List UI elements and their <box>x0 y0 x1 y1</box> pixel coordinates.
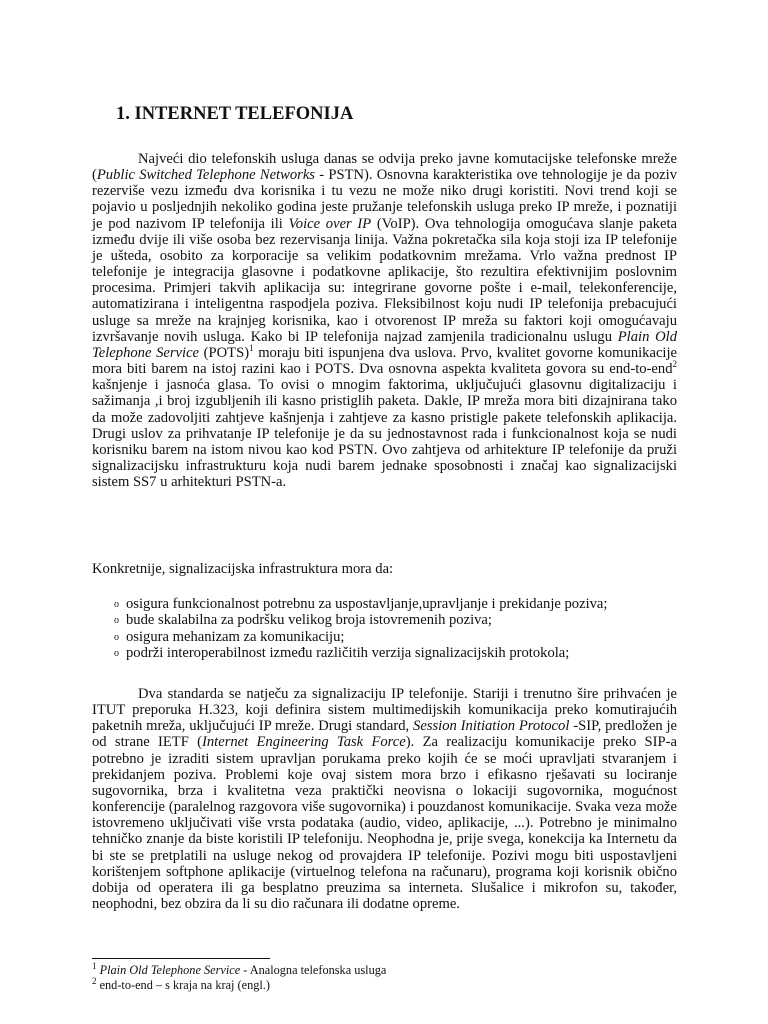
text-run: kašnjenje i jasnoća glasa. To ovisi o mnogim faktorima, uključujući glasovnu digitalizaciju i sažimanja ,i broj izgubljenih ili kasno pristiglih paketa. Dakle, IP mreža mora biti dizajnirana tako da može zadovoljiti zahtjeve kašnjenja i zahtjeve za kasno pristigle pakete telefonskih aplikacija. Drugi uslov za prihvatanje IP telefonije je da su jednostavnost rada i funkcionalnost koja se nudi korisniku barem na istom nivou kao kod PSTN. Ovo zahtjeva od arhitekture IP telefonije da pruži signalizacijsku infrastrukturu koja nudi barem jednake sposobnosti i značaj kao signalizacijski sistem SS7 u arhitekturi PSTN-a. <box>92 377 677 491</box>
bullet-marker-icon: o <box>114 631 119 643</box>
text-run: -SIP, predložen je od strane IETF ( <box>92 718 677 751</box>
chapter-heading: 1. INTERNET TELEFONIJA <box>116 104 354 124</box>
term-voip: Voice over IP <box>288 215 372 232</box>
term-pots: Plain Old Telephone Service <box>92 328 677 361</box>
footnote-ref-1: 1 <box>249 343 254 354</box>
text-run: (POTS) <box>199 344 250 361</box>
term-ietf: Internet Engineering Task Force <box>202 734 406 751</box>
text-run: ). Za realizaciju komunikacije preko SIP-a potrebno je izraditi sistem upravljan porukama preko kojih će se moći upravljati stvaranjem i prekidanjem poziva. Problemi koje ovaj sistem mora brzo i efikasno rješavati su lociranje sugovornika, brza i kvalitetna veza praktički neovisna o lokaciji sugovornika, mogućnost konferencije (paralelnog razgovora više sugovornika) i pouzdanost komunikacije. Svaka veza može istovremeno uključivati više vrsta podataka (audio, video, aplikacije, ...). Potrebno je minimalno tehničko znanje da biste koristili IP telefoniju. Neophodna je, prije svega, konekcija ka Internetu da bi ste se pretplatili na usluge nekog od provajdera IP telefonije. Pozivi mogu biti uspostavljeni korištenjem softphone aplikacije (virtuelnog telefona na računaru), programa koji korisnik obično dobija od operatera ili ga besplatno preuzima sa interneta. Slušalice i mikrofon su, također, neophodni, bez obzira da li su dio računara ili dodatne opreme. <box>92 734 677 913</box>
text-run: Dva standarda se natječu za signalizaciju IP telefonije. Stariji i trenutno šire prihvaćen je ITUT preporuka H.323, koji definira sistem multimedijskih komunikacija preko komutirajućih paketnih mreža, uključujući IP mreže. Drugi standard, <box>92 686 677 735</box>
footnote-term: Plain Old Telephone Service <box>99 963 241 977</box>
requirements-list <box>92 596 677 661</box>
term-sip: Session Initiation Protocol <box>413 718 570 735</box>
bullet-marker-icon: o <box>114 599 119 610</box>
footnote-divider <box>92 958 270 959</box>
bullet-marker-icon: o <box>114 615 119 627</box>
footnote-text: end-to-end – s kraja na kraj (engl.) <box>96 978 270 992</box>
footnote-1 <box>92 960 387 977</box>
bullet-marker-icon: o <box>114 647 119 659</box>
footnote-text: - Analogna telefonska usluga <box>240 963 387 977</box>
list-item-text: osigura mehanizam za komunikaciju; <box>126 628 345 645</box>
paragraph-standards <box>92 686 677 912</box>
text-run: moraju biti ispunjena dva uslova. Prvo, kvalitet govorne komunikacije mora biti barem na istoj razini kao i POTS. Dva osnovna aspekta kvaliteta govora su end-to-end <box>92 344 678 378</box>
list-item-text: bude skalabilna za podršku velikog broja istovremenih poziva; <box>126 612 492 629</box>
list-item <box>92 612 677 628</box>
term-pstn: Public Switched Telephone Networks <box>96 167 315 184</box>
footnote-2 <box>92 975 270 992</box>
list-item <box>92 596 677 612</box>
paragraph-lead-in: Konkretnije, signalizacijska infrastruktura mora da: <box>92 561 394 577</box>
footnote-ref-2: 2 <box>672 359 677 370</box>
text-run: - PSTN). Osnovna karakteristika ove tehnologije je da poziv rezerviše vezu između dva korisnika i tu vezu ne može niko drugi koristiti. Novi trend koji se pojavio u posljednjih nekoliko godina jeste pružanje telefonskih usluga preko IP mreže, i poznatiji je pod nazivom IP telefonija ili <box>92 167 678 232</box>
list-item <box>92 629 677 645</box>
list-item <box>92 645 677 661</box>
list-item-text: osigura funkcionalnost potrebnu za uspostavljanje,upravljanje i prekidanje poziva; <box>126 596 608 612</box>
list-item-text: podrži interoperabilnost između različitih verzija signalizacijskih protokola; <box>126 644 570 661</box>
paragraph-intro <box>92 151 677 490</box>
text-run: (VoIP). Ova tehnologija omogućava slanje paketa između dvije ili više osoba bez rezervisanja linija. Važna pokretačka sila koja stoji iza IP telefonije je ušteda, osobito za korporacije sa velikim podatkovnim mrežama. Vrlo važna prednost IP telefonije je integracija glasovne i podatkovne aplikacije, što rezultira efektivnijim poslovnim procesima. Primjeri takvih aplikacija su: integrirane govorne pošte i e-mail, telekonferencije, automatizirana i inteligentna raspodjela poziva. Fleksibilnost koju nudi IP telefonija prebacujući usluge sa mreže na krajnjeg korisnika, kao i otvorenost IP mreža su faktori koji omogućavaju izvršavanje novih usluga. Kako bi IP telefonija najzad zamjenila tradicionalnu uslugu <box>92 215 677 345</box>
text-run: Najveći dio telefonskih usluga danas se odvija preko javne komutacijske telefonske mreže ( <box>92 151 677 184</box>
footnote-number: 2 <box>92 975 97 986</box>
footnote-number: 1 <box>92 960 97 971</box>
